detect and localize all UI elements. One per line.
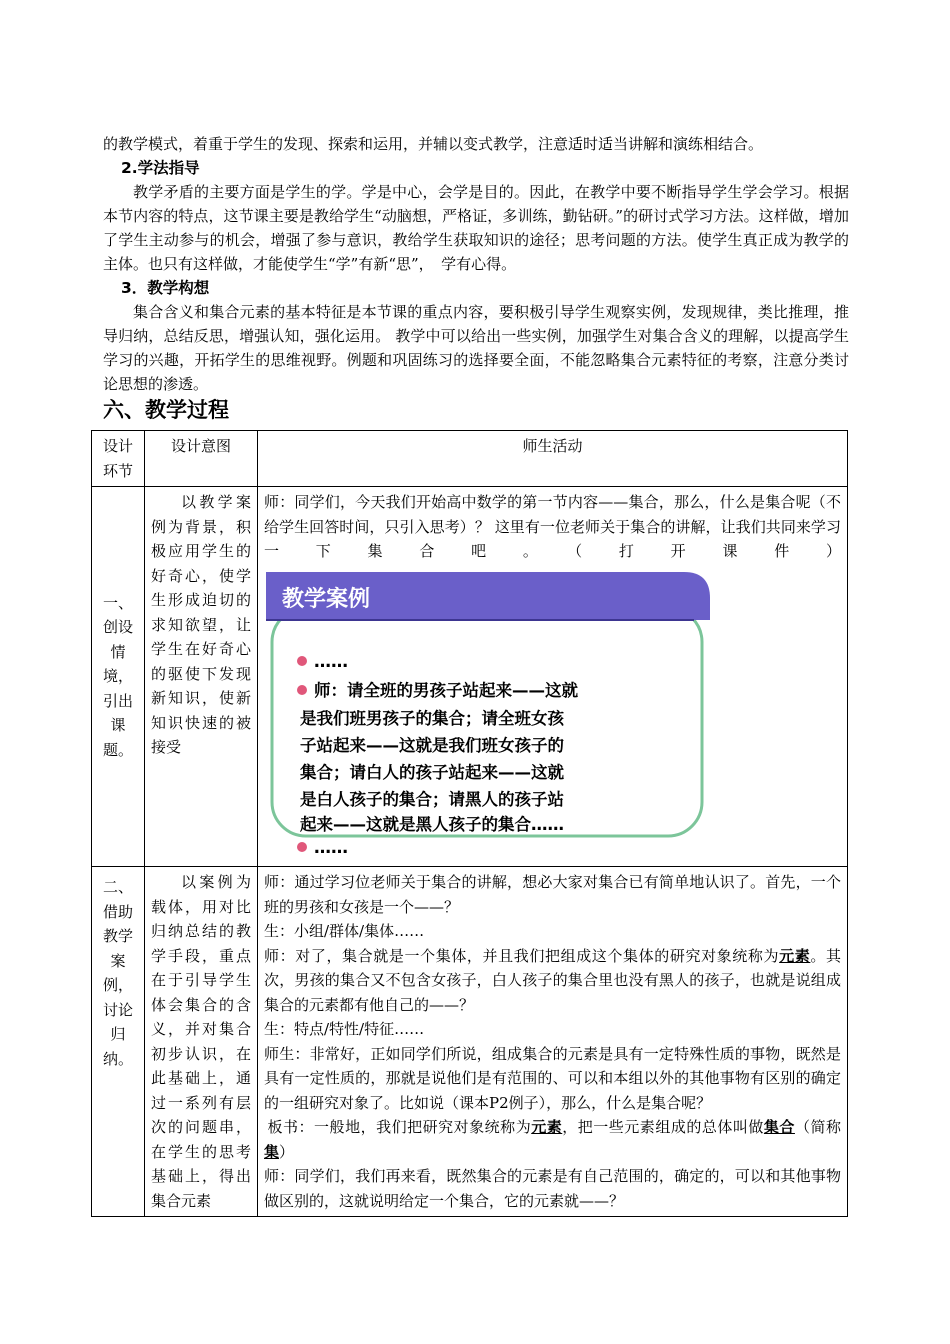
case-card-footer <box>264 841 710 861</box>
row2-line-6-paren: （简称 <box>794 1118 841 1136</box>
row2-intent: 以案例为载体，用对比归纳总结的教学手段，重点在于引导学生体会集合的含义，并对集合初步认识，在此基础上，通过一系列有层次的问题串，在学生的思考基础上，得出集合元素 <box>145 867 258 1217</box>
row2-stage: 二、借助教学案例，讨论归纳。 <box>92 867 145 1217</box>
row1-stage: 一、创设情境，引出课题。 <box>92 487 145 867</box>
term-element-2: 元素 <box>531 1118 563 1136</box>
card-bullet-1: …… <box>314 651 348 672</box>
bullet-dot-1 <box>297 656 307 666</box>
row2-line-6 <box>264 1115 841 1164</box>
row1-activity <box>258 487 848 867</box>
section-title: 六、教学过程 <box>103 398 229 422</box>
row2-line-6-pre: 板书：一般地，我们把研究对象统称为 <box>267 1118 532 1136</box>
teaching-design-paragraph: 集合含义和集合元素的基本特征是本节课的重点内容，要积极引导学生观察实例，发现规律，类比推理，推导归纳，总结反思，增强认知，强化运用。 教学中可以给出一些实例，加强学生对集合含义的理解，以提高学生学习的兴趣，开拓学生的思维视野。例题和巩固练习的选择要全面，不能忽略集合元素特征的考察，注意分类讨论思想的渗透。 <box>103 303 849 393</box>
row2-line-3-pre: 师：对了，集合就是一个集体，并且我们把组成这个集体的研究对象统称为 <box>264 946 780 965</box>
row2-line-1: 师：通过学习位老师关于集合的讲解，想必大家对集合已有简单地认识了。首先，一个班的男孩和女孩是一个——？ <box>264 873 841 916</box>
row1-intent: 以教学案例为背景，积极应用学生的好奇心，使学生形成迫切的求知欲望，让学生在好奇心的驱使下发现新知识，使新知识快速的被接受 <box>145 487 258 867</box>
teaching-design-heading: 3．教学构想 <box>121 279 210 297</box>
bullet-dot-3 <box>297 842 307 852</box>
case-card-graphic <box>264 568 710 840</box>
row2-line-3-post: 。其次，男孩的集合又不包含女孩子，白人孩子的集合里也没有黑人的孩子，也就是说组成集合的元素都有他自己的——？ <box>264 946 841 1014</box>
header-activity: 师生活动 <box>258 431 848 487</box>
row2-line-6-paren-close: ） <box>279 1142 295 1161</box>
card-title: 教学案例 <box>282 586 371 612</box>
case-card <box>264 568 841 862</box>
bullet-dot-2 <box>297 685 307 695</box>
intro-block <box>103 132 849 423</box>
term-set-short: 集 <box>264 1142 280 1161</box>
row2-activity <box>258 867 848 1217</box>
table-header-row <box>92 431 848 487</box>
intro-line: 的教学模式，着重于学生的发现、探索和运用，并辅以变式教学，注意适时适当讲解和演练相结合。 <box>103 135 764 153</box>
teaching-process-table <box>91 430 848 1217</box>
header-intent: 设计意图 <box>145 431 258 487</box>
study-guidance-heading: 2.学法指导 <box>121 159 200 177</box>
row2-line-7: 师：同学们，我们再来看，既然集合的元素是有自己范围的，确定的，可以和其他事物做区别的，这就说明给定一个集合，它的元素就——？ <box>264 1167 841 1210</box>
row2-line-5: 师生：非常好，正如同学们所说，组成集合的元素是具有一定特殊性质的事物，既然是具有一定性质的，那就是说他们是有范围的、可以和本组以外的其他事物有区别的确定的一组研究对象了。比如说（课本P2例子），那么，什么是集合呢？ <box>264 1044 841 1112</box>
card-bullet-2: 师：请全班的男孩子站起来——这就 是我们班男孩子的集合；请全班女孩 子站起来——这就是我们班女孩子的 集合；请白人的孩子站起来——这就 是白人孩子的集合；请黑人的孩子站 起来——这就是黑人孩子的集合…… <box>300 680 578 834</box>
term-element: 元素 <box>779 946 811 965</box>
table-row <box>92 867 848 1217</box>
table-row <box>92 487 848 867</box>
row2-line-3 <box>264 944 841 1018</box>
study-guidance-paragraph: 教学矛盾的主要方面是学生的学。学是中心，会学是目的。因此，在教学中要不断指导学生学会学习。根据本节内容的特点，这节课主要是教给学生“动脑想，严格证，多训练，勤钻研。”的研讨式学习方法。这样做，增加了学生主动参与的机会，增强了参与意识，教给学生获取知识的途径；思考问题的方法。使学生真正成为教学的主体。也只有这样做，才能使学生“学”有新“思”， 学有心得。 <box>103 183 849 273</box>
row2-line-4: 生：特点/特性/特征…… <box>264 1020 425 1038</box>
term-set: 集合 <box>763 1118 795 1136</box>
row2-line-2: 生：小组/群体/集体…… <box>264 922 425 940</box>
row2-line-6-mid: ，把一些元素组成的总体叫做 <box>562 1118 764 1136</box>
row1-activity-text: 师：同学们，今天我们开始高中数学的第一节内容——集合，那么，什么是集合呢（不给学生回答时间，只引入思考）？ 这里有一位老师关于集合的讲解，让我们共同来学习一下集合吧。（打开课件） <box>264 493 841 560</box>
card-bullet-3: …… <box>314 841 348 858</box>
header-stage: 设计环节 <box>92 431 145 487</box>
